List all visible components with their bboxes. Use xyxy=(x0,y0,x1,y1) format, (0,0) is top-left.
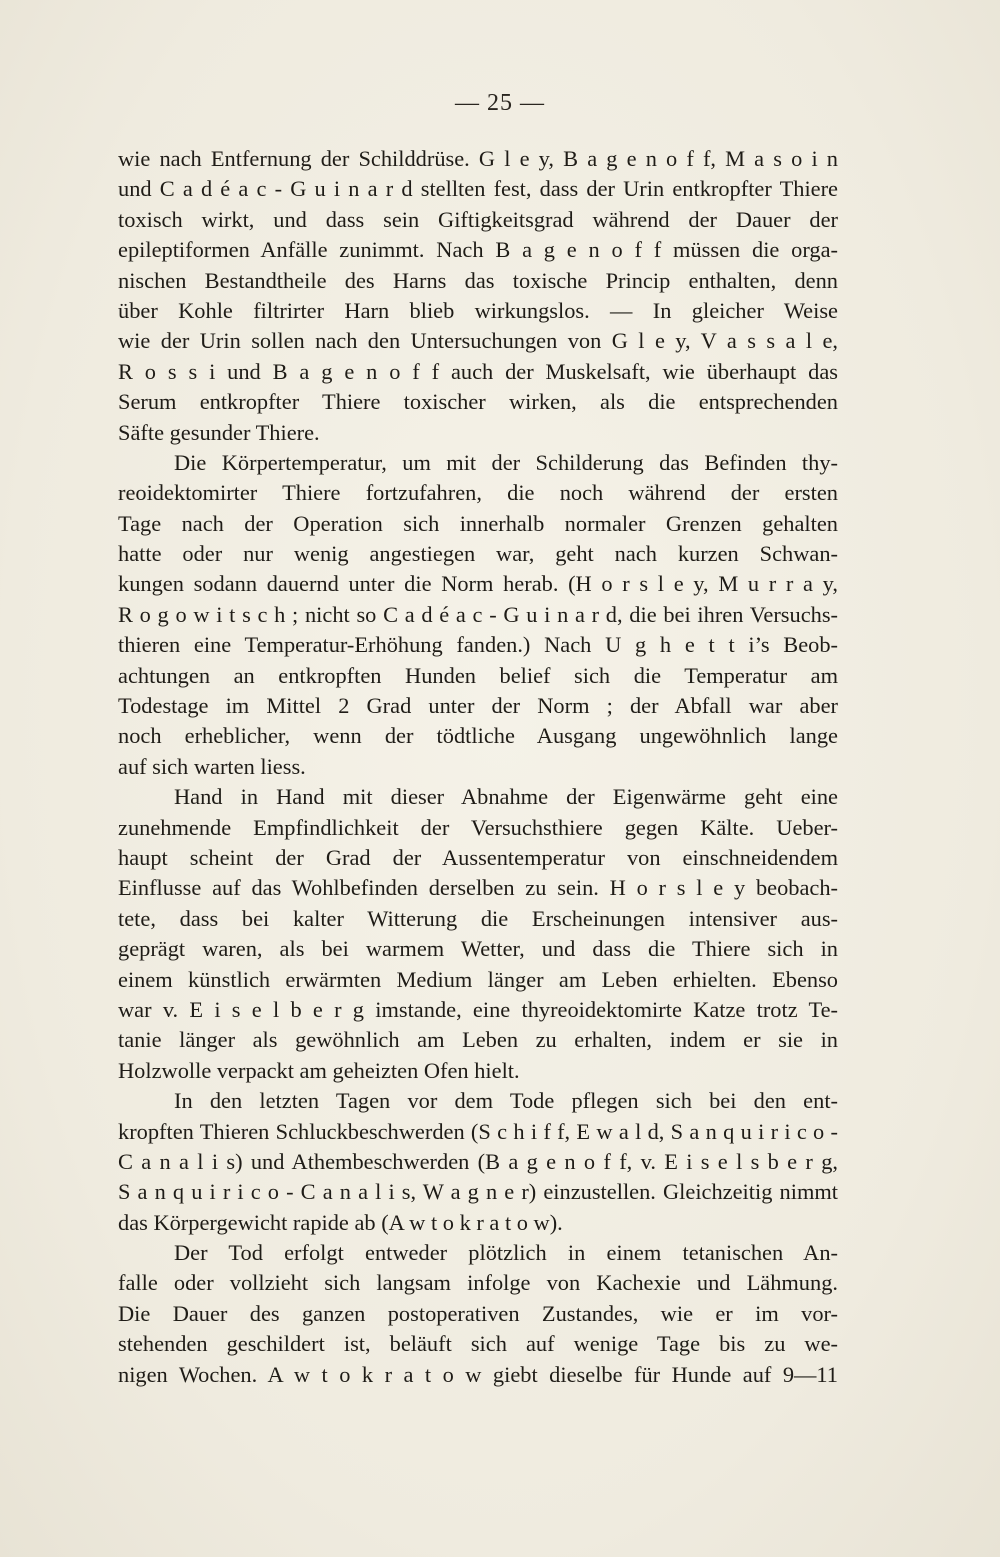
text-line: R o s s i und B a g e n o f f auch der Muskelsaft, wie überhaupt das xyxy=(118,358,838,384)
text-line: kungen sodann dauernd unter die Norm herab. (H o r s l e y, M u r r a y, xyxy=(118,571,838,597)
text-line: C a n a l i s) und Athembeschwerden (B a g e n o f f, v. E i s e l s b e r g, xyxy=(118,1148,838,1174)
body-text xyxy=(118,144,838,1390)
text-line: falle oder vollzieht sich langsam infolge von Kachexie und Lähmung. xyxy=(118,1270,838,1296)
text-line: Einflusse auf das Wohlbefinden derselben zu sein. H o r s l e y beobach- xyxy=(118,875,838,901)
text-line: Der Tod erfolgt entweder plötzlich in einem tetanischen An- xyxy=(174,1240,838,1266)
text-line: wie der Urin sollen nach den Untersuchungen von G l e y, V a s s a l e, xyxy=(118,328,838,354)
text-line: noch erheblicher, wenn der tödtliche Ausgang ungewöhnlich lange xyxy=(118,723,838,749)
text-line: über Kohle filtrirter Harn blieb wirkungslos. — In gleicher Weise xyxy=(118,297,838,323)
text-line: Die Körpertemperatur, um mit der Schilderung das Befinden thy- xyxy=(174,449,838,475)
text-line: auf sich warten liess. xyxy=(118,753,306,779)
text-line: war v. E i s e l b e r g imstande, eine thyreoidektomirte Katze trotz Te- xyxy=(118,996,838,1022)
text-line: reoidektomirter Thiere fortzufahren, die noch während der ersten xyxy=(118,480,838,506)
text-line: S a n q u i r i c o - C a n a l i s, W a g n e r) einzustellen. Gleichzeitig nimmt xyxy=(118,1179,838,1205)
text-line: Tage nach der Operation sich innerhalb normaler Grenzen gehalten xyxy=(118,510,838,536)
text-line: geprägt waren, als bei warmem Wetter, und dass die Thiere sich in xyxy=(118,936,838,962)
text-line: Hand in Hand mit dieser Abnahme der Eigenwärme geht eine xyxy=(174,784,838,810)
text-line: Säfte gesunder Thiere. xyxy=(118,419,320,445)
text-line: haupt scheint der Grad der Aussentemperatur von einschneidendem xyxy=(118,844,838,870)
text-line: stehenden geschildert ist, beläuft sich auf wenige Tage bis zu we- xyxy=(118,1331,838,1357)
text-line: epileptiformen Anfälle zunimmt. Nach B a g e n o f f müssen die orga- xyxy=(118,237,838,263)
text-line: Todestage im Mittel 2 Grad unter der Norm ; der Abfall war aber xyxy=(118,693,838,719)
text-line: tete, dass bei kalter Witterung die Erscheinungen intensiver aus- xyxy=(118,905,838,931)
text-line: nischen Bestandtheile des Harns das toxische Princip enthalten, denn xyxy=(118,267,838,293)
text-line: R o g o w i t s c h ; nicht so C a d é a c - G u i n a r d, die bei ihren Versuchs- xyxy=(118,601,838,627)
text-line: toxisch wirkt, und dass sein Giftigkeitsgrad während der Dauer der xyxy=(118,206,838,232)
text-line: kropften Thieren Schluckbeschwerden (S c h i f f, E w a l d, S a n q u i r i c o - xyxy=(118,1118,838,1144)
text-line: und C a d é a c - G u i n a r d stellten fest, dass der Urin entkropfter Thiere xyxy=(118,176,838,202)
page-number: — 25 — xyxy=(455,90,545,116)
text-line: achtungen an entkropften Hunden belief sich die Temperatur am xyxy=(118,662,838,688)
text-line: tanie länger als gewöhnlich am Leben zu erhalten, indem er sie in xyxy=(118,1027,838,1053)
text-line: Holzwolle verpackt am geheizten Ofen hielt. xyxy=(118,1057,520,1083)
text-line: In den letzten Tagen vor dem Tode pflegen sich bei den ent- xyxy=(174,1088,838,1114)
text-line: das Körpergewicht rapide ab (A w t o k r a t o w). xyxy=(118,1209,563,1235)
text-line: zunehmende Empfindlichkeit der Versuchsthiere gegen Kälte. Ueber- xyxy=(118,814,838,840)
text-line: einem künstlich erwärmten Medium länger am Leben erhielten. Ebenso xyxy=(118,966,838,992)
text-line: thieren eine Temperatur-Erhöhung fanden.) Nach U g h e t t i’s Beob- xyxy=(118,632,838,658)
text-line: Serum entkropfter Thiere toxischer wirken, als die entsprechenden xyxy=(118,389,838,415)
text-line: nigen Wochen. A w t o k r a t o w giebt dieselbe für Hunde auf 9—11 xyxy=(118,1361,838,1387)
text-line: Die Dauer des ganzen postoperativen Zustandes, wie er im vor- xyxy=(118,1300,838,1326)
text-line: wie nach Entfernung der Schilddrüse. G l e y, B a g e n o f f, M a s o i n xyxy=(118,146,838,171)
text-line: hatte oder nur wenig angestiegen war, geht nach kurzen Schwan- xyxy=(118,541,838,567)
